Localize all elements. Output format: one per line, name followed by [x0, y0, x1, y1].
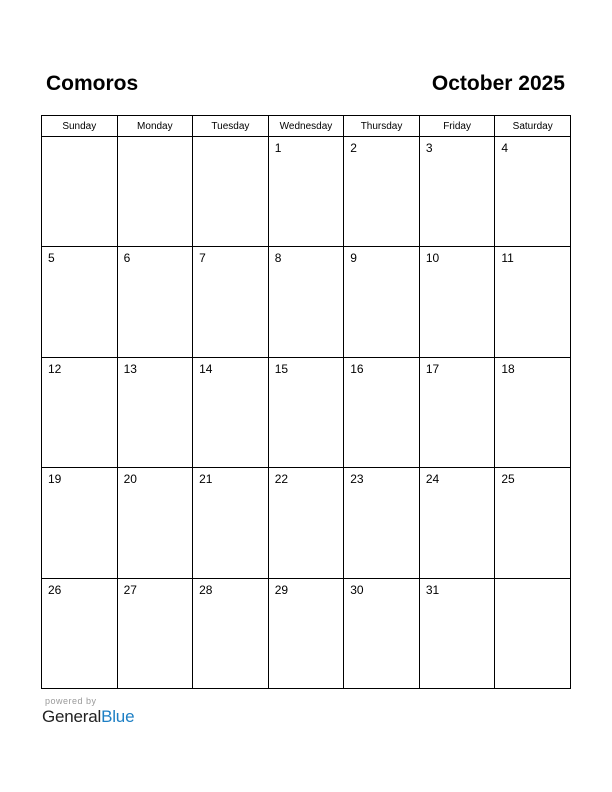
weekday-saturday: Saturday: [495, 116, 571, 137]
day-cell: [495, 578, 571, 688]
day-number: 16: [350, 361, 364, 376]
day-number: 9: [350, 251, 357, 266]
day-number: 12: [48, 361, 62, 376]
day-cell: [419, 578, 495, 688]
day-cell: [495, 247, 571, 357]
day-cell: [495, 357, 571, 467]
day-cell: [344, 468, 420, 578]
week-row: [42, 247, 571, 357]
day-cell: [193, 137, 269, 247]
weekday-monday: Monday: [117, 116, 193, 137]
logo-text-general: General: [42, 707, 102, 726]
day-number: 30: [350, 582, 364, 597]
day-cell: [495, 468, 571, 578]
day-cell: [344, 247, 420, 357]
footer-brand: [42, 696, 134, 727]
day-number: 22: [274, 472, 289, 487]
day-cell: [117, 247, 193, 357]
powered-by-label: powered by: [45, 696, 97, 706]
day-number: 21: [199, 472, 213, 487]
weekday-sunday: Sunday: [42, 116, 118, 137]
day-number: 1: [274, 141, 282, 155]
day-cell: [193, 247, 269, 357]
day-cell: [117, 468, 193, 578]
day-number: 18: [501, 361, 515, 376]
weekday-tuesday: Tuesday: [193, 116, 269, 137]
day-number: [495, 579, 570, 583]
day-cell: [419, 137, 495, 247]
day-cell: [193, 357, 269, 467]
day-number: 27: [123, 582, 137, 597]
week-row: [42, 578, 571, 688]
day-number: 19: [48, 472, 62, 487]
day-cell: [193, 468, 269, 578]
day-number: 14: [199, 361, 213, 376]
country-title: Comoros: [46, 72, 139, 95]
weekday-thursday: Thursday: [344, 116, 420, 137]
day-number: 24: [425, 472, 440, 487]
day-cell: [42, 357, 118, 467]
day-cell: [42, 137, 118, 247]
day-cell: [268, 137, 344, 247]
day-number: 28: [199, 582, 213, 597]
day-number: 11: [501, 251, 514, 266]
day-cell: [419, 247, 495, 357]
day-number: 8: [274, 251, 282, 266]
day-cell: [419, 357, 495, 467]
day-number: 7: [199, 251, 206, 266]
day-cell: [268, 247, 344, 357]
day-number: 17: [425, 361, 440, 376]
day-number: [42, 137, 117, 141]
day-cell: [117, 357, 193, 467]
day-number: [118, 137, 193, 141]
day-cell: [117, 137, 193, 247]
day-cell: [344, 357, 420, 467]
logo-text-blue: Blue: [101, 707, 135, 726]
day-cell: [42, 578, 118, 688]
day-number: 23: [350, 472, 364, 487]
day-cell: [268, 357, 344, 467]
weekday-friday: Friday: [419, 116, 495, 137]
month-year-title: October 2025: [431, 72, 565, 95]
day-number: 4: [501, 141, 509, 155]
day-number: 26: [48, 582, 62, 597]
day-number: 29: [274, 582, 289, 597]
day-number: 6: [123, 251, 131, 266]
day-number: 31: [425, 582, 440, 597]
day-number: 20: [123, 472, 137, 487]
day-number: 25: [501, 472, 515, 487]
day-number: [193, 137, 268, 141]
week-row: [42, 137, 571, 247]
day-number: 5: [48, 251, 55, 266]
day-cell: [344, 578, 420, 688]
day-cell: [495, 137, 571, 247]
day-cell: [193, 578, 269, 688]
weekday-wednesday: Wednesday: [268, 116, 344, 137]
day-cell: [268, 468, 344, 578]
day-number: 10: [425, 251, 440, 266]
day-number: 3: [425, 141, 433, 155]
day-number: 15: [274, 361, 289, 376]
calendar-grid: [41, 115, 571, 689]
day-number: 13: [123, 361, 137, 376]
generalblue-logo[interactable]: [42, 707, 134, 727]
day-cell: [42, 247, 118, 357]
day-cell: [42, 468, 118, 578]
week-row: [42, 357, 571, 467]
day-number: 2: [350, 141, 357, 155]
weekday-header-row: [42, 116, 571, 137]
day-cell: [344, 137, 420, 247]
week-row: [42, 468, 571, 578]
day-cell: [268, 578, 344, 688]
day-cell: [419, 468, 495, 578]
day-cell: [117, 578, 193, 688]
